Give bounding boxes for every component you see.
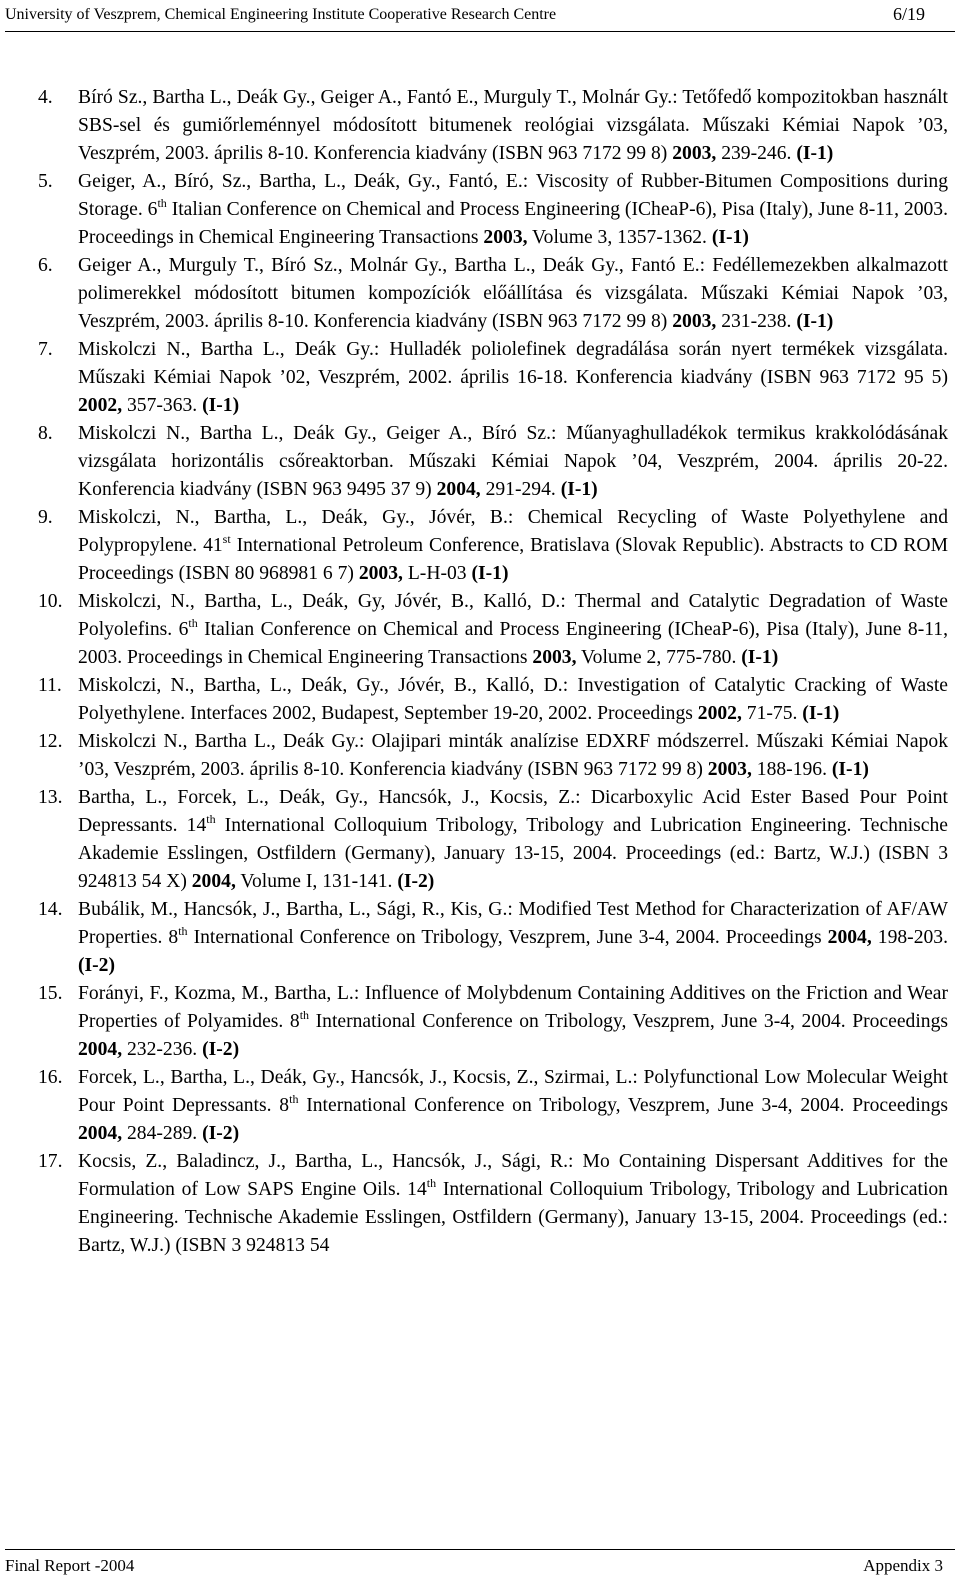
reference-number: 6. (38, 255, 53, 276)
reference-bold-text: (I-2) (397, 871, 435, 892)
reference-text: Miskolczi, N., Bartha, L., Deák, Gy, Jóvér, B., Kalló, D.: Thermal and Catalytic Degradation of Waste Polyolefins. 6 (78, 591, 948, 640)
reference-text: International Conference on Tribology, Veszprem, June 3-4, 2004. Proceedings (187, 927, 828, 948)
header-organization: University of Veszprem, Chemical Engineering Institute Cooperative Research Centre (5, 6, 557, 23)
reference-number: 5. (38, 171, 53, 192)
reference-superscript: th (289, 1092, 299, 1106)
reference-number: 13. (38, 787, 63, 808)
reference-bold-text: 2003, (707, 759, 752, 780)
reference-text: 357-363. (122, 395, 203, 416)
reference-text: 231-238. (716, 311, 797, 332)
reference-text: Volume 3, 1357-1362. (527, 227, 712, 248)
reference-item (38, 168, 948, 252)
reference-bold-text: (I-1) (802, 703, 840, 724)
reference-item (38, 672, 948, 728)
reference-text: Italian Conference on Chemical and Process Engineering (ICheaP-6), Pisa (Italy), June 8-11, 2003. Proceedings in Chemical Engineering Transactions (78, 199, 948, 248)
reference-bold-text: 2002, (78, 395, 123, 416)
reference-bold-text: (I-1) (560, 479, 598, 500)
reference-text: International Colloquium Tribology, Tribology and Lubrication Engineering. Technische Akademie Esslingen, Ostfildern (Germany), January 13-15, 2004. Proceedings (ed.: Bartz, W.J.) (ISBN 3 924813 54 (78, 1179, 948, 1256)
reference-list (38, 84, 948, 1260)
reference-item (38, 1148, 948, 1260)
reference-item (38, 84, 948, 168)
reference-superscript: th (157, 196, 167, 210)
reference-text: Volume I, 131-141. (235, 871, 398, 892)
reference-bold-text: 2002, (697, 703, 742, 724)
reference-text: International Conference on Tribology, Veszprem, June 3-4, 2004. Proceedings (309, 1011, 948, 1032)
reference-bold-text: (I-1) (831, 759, 869, 780)
reference-text: 291-294. (480, 479, 561, 500)
reference-bold-text: (I-1) (202, 395, 240, 416)
reference-number: 17. (38, 1151, 63, 1172)
reference-bold-text: (I-1) (796, 143, 834, 164)
reference-text: Volume 2, 775-780. (576, 647, 742, 668)
reference-bold-text: 2004, (436, 479, 481, 500)
reference-bold-text: (I-1) (711, 227, 749, 248)
reference-bold-text: 2003, (358, 563, 403, 584)
reference-bold-text: (I-2) (202, 1123, 240, 1144)
reference-bold-text: 2003, (672, 143, 717, 164)
reference-number: 14. (38, 899, 63, 920)
footer-rule (5, 1549, 955, 1550)
reference-bold-text: (I-2) (202, 1039, 240, 1060)
reference-text: L-H-03 (402, 563, 472, 584)
reference-number: 8. (38, 423, 53, 444)
reference-text: Miskolczi N., Bartha L., Deák Gy., Geiger A., Bíró Sz.: Műanyaghulladékok termikus krakkolódásának vizsgálata horizontális csőreaktorban. Műszaki Kémiai Napok ’04, Veszprém, 2004. április 20-22. Konferencia kiadvány (ISBN 963 9495 37 9) (78, 423, 948, 500)
reference-text: Italian Conference on Chemical and Process Engineering (ICheaP-6), Pisa (Italy), June 8-11, 2003. Proceedings in Chemical Engineering Transactions (78, 619, 949, 668)
reference-text: Geiger, A., Bíró, Sz., Bartha, L., Deák, Gy., Fantó, E.: Viscosity of Rubber-Bitumen Compositions during Storage. 6 (78, 171, 948, 220)
reference-text: Miskolczi N., Bartha L., Deák Gy.: Olajipari minták analízise EDXRF módszerrel. Műszaki Kémiai Napok ’03, Veszprém, 2003. április 8-10. Konferencia kiadvány (ISBN 963 7172 99 8) (78, 731, 948, 780)
reference-bold-text: 2004, (827, 927, 872, 948)
reference-text: International Conference on Tribology, Veszprem, June 3-4, 2004. Proceedings (298, 1095, 948, 1116)
reference-text: Forcek, L., Bartha, L., Deák, Gy., Hancsók, J., Kocsis, Z., Szirmai, L.: Polyfunctional Low Molecular Weight Pour Point Depressants. 8 (78, 1067, 948, 1116)
reference-item (38, 784, 948, 896)
reference-text: 198-203. (871, 927, 948, 948)
reference-number: 15. (38, 983, 63, 1004)
reference-text: 188-196. (751, 759, 832, 780)
reference-text: 71-75. (741, 703, 803, 724)
reference-bold-text: 2003, (672, 311, 717, 332)
footer-appendix: Appendix 3 (863, 1556, 943, 1575)
header-rule (5, 31, 955, 32)
reference-number: 12. (38, 731, 63, 752)
reference-text: International Colloquium Tribology, Tribology and Lubrication Engineering. Technische Akademie Esslingen, Ostfildern (Germany), January 13-15, 2004. Proceedings (ed.: Bartz, W.J.) (ISBN 3 924813 54 X) (78, 815, 948, 892)
reference-item (38, 504, 948, 588)
reference-text: Bubálik, M., Hancsók, J., Bartha, L., Sági, R., Kis, G.: Modified Test Method for Characterization of AF/AW Properties. 8 (78, 899, 948, 948)
reference-superscript: th (206, 812, 216, 826)
reference-text: 232-236. (122, 1039, 203, 1060)
reference-item (38, 336, 948, 420)
reference-text: 284-289. (122, 1123, 203, 1144)
reference-number: 10. (38, 591, 63, 612)
reference-superscript: th (178, 924, 188, 938)
reference-item (38, 420, 948, 504)
reference-bold-text: (I-1) (471, 563, 509, 584)
reference-superscript: th (299, 1008, 310, 1022)
footer-report-title: Final Report -2004 (5, 1556, 135, 1575)
reference-text: Bartha, L., Forcek, L., Deák, Gy., Hancsók, J., Kocsis, Z.: Dicarboxylic Acid Ester Based Pour Point Depressants. 14 (78, 787, 948, 836)
page-header (5, 0, 955, 30)
reference-bold-text: 2004, (78, 1123, 123, 1144)
reference-number: 16. (38, 1067, 63, 1088)
reference-bold-text: 2004, (191, 871, 236, 892)
reference-superscript: st (222, 532, 231, 546)
reference-text: Bíró Sz., Bartha L., Deák Gy., Geiger A., Fantó E., Murguly T., Molnár Gy.: Tetőfedő kompozitokban használt SBS-sel és gumiőrleménnyel módosított bitumenek reológiai vizsgálata. Műszaki Kémiai Napok ’03, Veszprém, 2003. április 8-10. Konferencia kiadvány (ISBN 963 7172 99 8) (78, 87, 948, 164)
reference-bold-text: 2004, (78, 1039, 123, 1060)
reference-number: 11. (38, 675, 62, 696)
reference-text: 239-246. (716, 143, 797, 164)
reference-item (38, 1064, 948, 1148)
reference-superscript: th (188, 616, 198, 630)
reference-text: Forányi, F., Kozma, M., Bartha, L.: Influence of Molybdenum Containing Additives on the Friction and Wear Properties of Polyamides. 8 (78, 983, 948, 1032)
reference-text: Kocsis, Z., Baladincz, J., Bartha, L., Hancsók, J., Sági, R.: Mo Containing Dispersant Additives for the Formulation of Low SAPS Engine Oils. 14 (78, 1151, 948, 1200)
reference-text: Miskolczi, N., Bartha, L., Deák, Gy., Jóvér, B.: Chemical Recycling of Waste Polyethylene and Polypropylene. 41 (78, 507, 948, 556)
reference-number: 9. (38, 507, 53, 528)
reference-bold-text: (I-1) (796, 311, 834, 332)
reference-text: Miskolczi N., Bartha L., Deák Gy.: Hulladék poliolefinek degradálása során nyert termékek vizsgálata. Műszaki Kémiai Napok ’02, Veszprém, 2002. április 16-18. Konferencia kiadvány (ISBN 963 7172 95 5) (78, 339, 948, 388)
reference-bold-text: 2003, (483, 227, 528, 248)
reference-item (38, 980, 948, 1064)
reference-bold-text: 2003, (532, 647, 577, 668)
reference-number: 7. (38, 339, 53, 360)
reference-text: Miskolczi, N., Bartha, L., Deák, Gy., Jóvér, B., Kalló, D.: Investigation of Catalytic Cracking of Waste Polyethylene. Interfaces 2002, Budapest, September 19-20, 2002. Proceedings (78, 675, 948, 724)
reference-text: Geiger A., Murguly T., Bíró Sz., Molnár Gy., Bartha L., Deák Gy., Fantó E.: Fedéllemezekben alkalmazott polimerekkel módosított bitumen kompozíciók előállítása és vizsgálata. Műszaki Kémiai Napok ’03, Veszprém, 2003. április 8-10. Konferencia kiadvány (ISBN 963 7172 99 8) (78, 255, 948, 332)
reference-item (38, 728, 948, 784)
reference-item (38, 588, 948, 672)
reference-number: 4. (38, 87, 53, 108)
reference-text: International Petroleum Conference, Bratislava (Slovak Republic). Abstracts to CD ROM Proceedings (ISBN 80 968981 6 7) (78, 535, 948, 584)
page-number: 6/19 (892, 4, 925, 24)
reference-bold-text: (I-2) (78, 955, 115, 976)
reference-item (38, 252, 948, 336)
reference-bold-text: (I-1) (741, 647, 779, 668)
reference-superscript: th (426, 1176, 437, 1190)
reference-item (38, 896, 948, 980)
